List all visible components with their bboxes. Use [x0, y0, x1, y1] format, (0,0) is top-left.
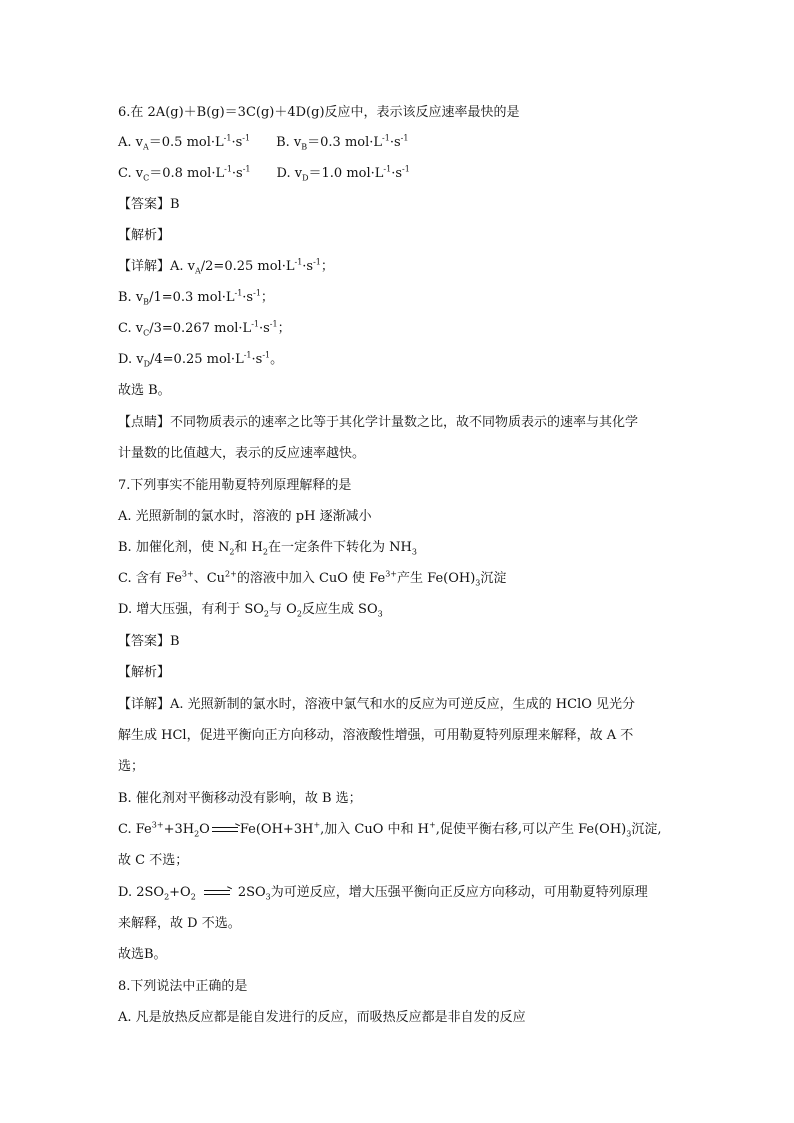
- q7-answer: 【答案】B: [118, 634, 180, 649]
- q6-stem: 6.在 2A(g)＋B(g)＝3C(g)＋4D(g)反应中，表示该反应速率最快的是: [118, 105, 520, 120]
- q7-detail-a-line1: 【详解】A. 光照新制的氯水时，溶液中氯气和水的反应为可逆反应，生成的 HClO 见光分: [118, 697, 636, 712]
- q7-detail-c: C. $Fe^{3+}+3H_2O$ Fe(OH+3H+,加入 CuO 中和 H+,促使平衡右移,可以产生 $Fe(OH)_3$沉淀,: [118, 820, 662, 839]
- q7-option-c: C. 含有 $Fe^{3+}$、$Cu^{2+}$的溶液中加入 CuO 使 $Fe^{3+}$产生 $Fe(OH)_3$沉淀: [118, 569, 507, 588]
- q7-choose: 故选B。: [118, 947, 167, 962]
- q6-option-b: B. $v_B=0.3$ $mol\cdot L^{-1}\cdot s^{-1}$: [276, 133, 409, 152]
- q6-option-c: C. $v_C=0.8$ $mol\cdot L^{-1}\cdot s^{-1}$: [118, 164, 251, 183]
- q7-analysis-heading: 【解析】: [118, 665, 171, 680]
- q6-detail-d: D. $v_D/4=0.25$ $mol\cdot L^{-1}\cdot s^{-1}$。: [118, 350, 284, 369]
- q6-options-cd: [118, 164, 678, 184]
- q6-answer: 【答案】B: [118, 197, 180, 212]
- q6-choose: 故选 B。: [118, 383, 171, 398]
- q7-detail-a-line3: 选；: [118, 759, 145, 774]
- q7-detail-b: B. 催化剂对平衡移动没有影响，故 B 选；: [118, 791, 362, 806]
- q7-option-a: A. 光照新制的氯水时，溶液的 pH 逐渐减小: [118, 509, 372, 524]
- q7-stem: 7.下列事实不能用勒夏特列原理解释的是: [118, 478, 352, 493]
- q6-analysis-heading: 【解析】: [118, 228, 171, 243]
- q7-detail-d-line2: 来解释，故 D 不选。: [118, 916, 241, 931]
- q6-detail-a: 【详解】A. $v_A/2=0.25$ $mol\cdot L^{-1}\cdot s^{-1}$；: [118, 257, 334, 276]
- q6-option-a: A. $v_A=0.5$ $mol\cdot L^{-1}\cdot s^{-1}$: [118, 133, 251, 152]
- q7-detail-d: D. $2SO_2+O_2$ $2SO_3$为可逆反应，增大压强平衡向正反应方向移动，可用勒夏特列原理: [118, 885, 648, 902]
- equilibrium-arrow-icon: [204, 889, 230, 897]
- q8-stem: 8.下列说法中正确的是: [118, 979, 248, 994]
- q6-comment-line1: 【点睛】不同物质表示的速率之比等于其化学计量数之比，故不同物质表示的速率与其化学: [118, 415, 639, 430]
- q6-options-ab: [118, 133, 678, 153]
- q6-detail-c: C. $v_C/3=0.267$ $mol\cdot L^{-1}\cdot s^{-1}$；: [118, 319, 291, 338]
- q7-option-d: D. 增大压强，有利于 $SO_2$与 $O_2$反应生成 $SO_3$: [118, 602, 383, 619]
- q7-detail-a-line2: 解生成 HCl，促进平衡向正方向移动，溶液酸性增强，可用勒夏特列原理来解释，故 A 不: [118, 728, 634, 743]
- q8-option-a: A. 凡是放热反应都是能自发进行的反应，而吸热反应都是非自发的反应: [118, 1010, 526, 1025]
- equilibrium-arrow-icon: [212, 826, 238, 834]
- q6-detail-b: B. $v_B/1=0.3$ $mol\cdot L^{-1}\cdot s^{-1}$；: [118, 288, 274, 307]
- q7-option-b: B. 加催化剂，使 $N_2$和 $H_2$在一定条件下转化为 $NH_3$: [118, 540, 417, 557]
- q6-option-d: D. $v_D=1.0$ $mol\cdot L^{-1}\cdot s^{-1}$: [276, 164, 410, 183]
- q7-detail-c-line2: 故 C 不选；: [118, 853, 189, 868]
- q6-comment-line2: 计量数的比值越大，表示的反应速率越快。: [118, 446, 366, 461]
